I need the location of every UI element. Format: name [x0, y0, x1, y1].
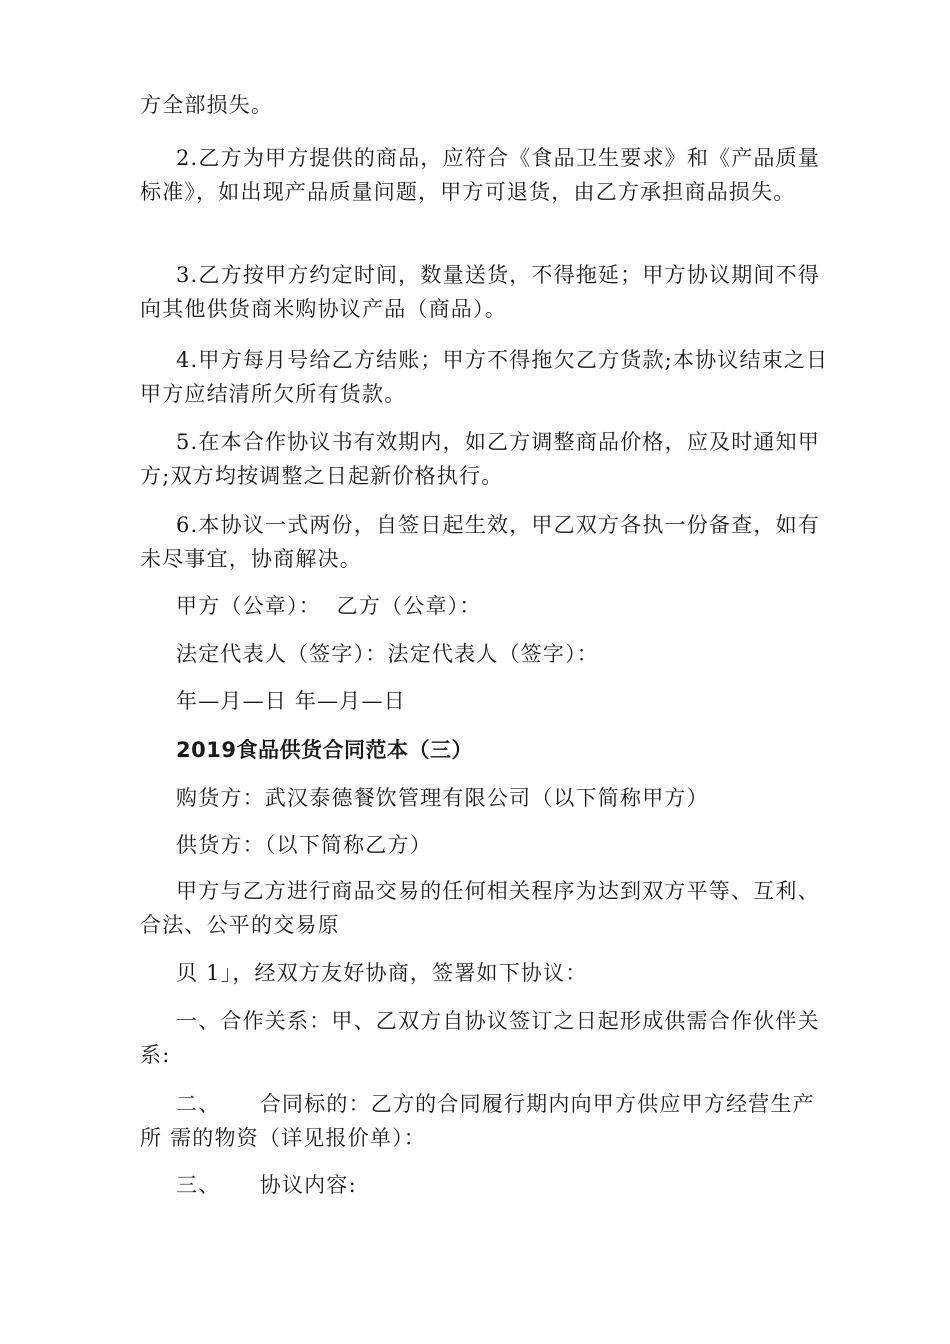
- seal-line: 甲方（公章）： 乙方（公章）：: [176, 594, 482, 618]
- paragraph-item-2: 2.乙方为甲方提供的商品，应符合《食品卫生要求》和《产品质量标准》，如出现产品质量问题，甲方可退货，由乙方承担商品损失。: [140, 146, 821, 204]
- paragraph-loss-continuation: 方全部损失。: [140, 93, 274, 117]
- representative-line: 法定代表人（签字）：法定代表人（签字）：: [176, 642, 599, 666]
- intro-continuation: 贝 1」，经双方友好协商，签署如下协议：: [176, 961, 588, 985]
- buyer-line: 购货方：武汉泰德餐饮管理有限公司（以下简称甲方）: [176, 786, 709, 810]
- paragraph-item-5: 5.在本合作协议书有效期内，如乙方调整商品价格，应及时通知甲方;双方均按调整之日起新价格执行。: [140, 430, 821, 488]
- date-line: 年—月—日 年—月—日: [176, 689, 406, 713]
- article-1: 一、合作关系：甲、乙双方自协议签订之日起形成供需合作伙伴关系:: [140, 1009, 820, 1067]
- paragraph-item-6: 6.本协议一式两份，自签日起生效，甲乙双方各执一份备查，如有未尽事宜，协商解决。: [140, 513, 821, 571]
- supplier-line: 供货方：（以下简称乙方）: [176, 833, 432, 857]
- article-2: 二、 合同标的：乙方的合同履行期内向甲方供应甲方经营生产所 需的物资（详见报价单）：: [140, 1092, 815, 1150]
- intro-paragraph: 甲方与乙方进行商品交易的任何相关程序为达到双方平等、互利、合法、公平的交易原: [140, 879, 820, 937]
- paragraph-item-3: 3.乙方按甲方约定时间，数量送货，不得拖延；甲方协议期间不得向其他供货商米购协议产品（商品）。: [140, 263, 821, 321]
- article-3: 三、 协议内容:: [176, 1173, 357, 1197]
- paragraph-item-4: 4.甲方每月号给乙方结账；甲方不得拖欠乙方货款;本协议结束之日甲方应结清所欠所有货款。: [140, 348, 829, 406]
- section-heading: 2019食品供货合同范本（三）: [176, 738, 473, 762]
